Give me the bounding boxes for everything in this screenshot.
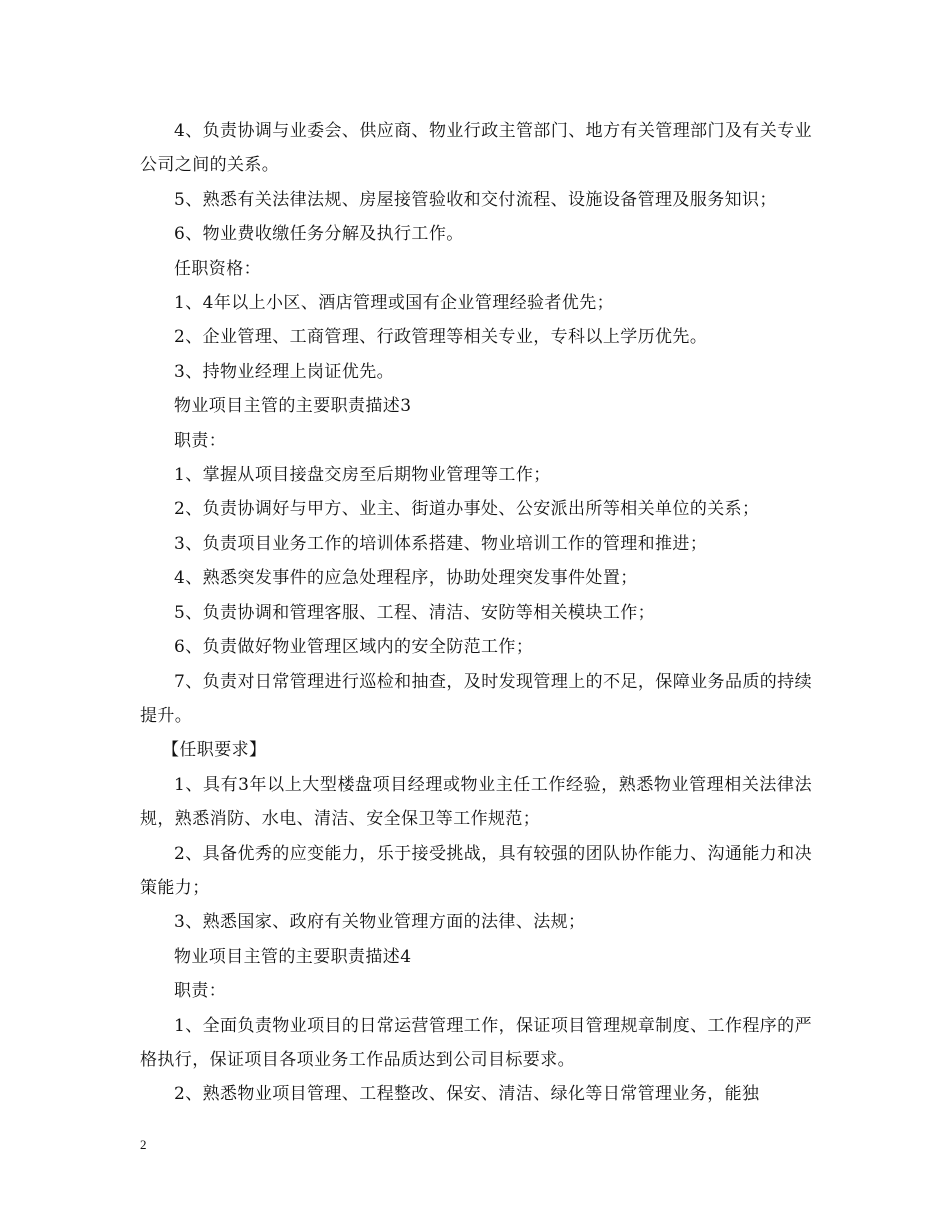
paragraph: 6、负责做好物业管理区域内的安全防范工作； xyxy=(174,637,534,658)
paragraph: 1、掌握从项目接盘交房至后期物业管理等工作； xyxy=(174,465,551,486)
paragraph: 4、熟悉突发事件的应急处理程序，协助处理突发事件处置； xyxy=(174,568,638,589)
paragraph: 3、熟悉国家、政府有关物业管理方面的法律、法规； xyxy=(174,912,586,933)
paragraph: 2、熟悉物业项目管理、工程整改、保安、清洁、绿化等日常管理业务，能独 xyxy=(174,1084,760,1105)
paragraph: 6、物业费收缴任务分解及执行工作。 xyxy=(174,224,464,245)
paragraph: 2、具备优秀的应变能力，乐于接受挑战，具有较强的团队协作能力、沟通能力和决策能力； xyxy=(140,843,812,898)
paragraph: 7、负责对日常管理进行巡检和抽查，及时发现管理上的不足，保障业务品质的持续提升。 xyxy=(140,671,812,726)
section-title: 物业项目主管的主要职责描述3 xyxy=(174,396,412,417)
paragraph: 5、熟悉有关法律法规、房屋接管验收和交付流程、设施设备管理及服务知识； xyxy=(174,189,777,210)
section-title: 物业项目主管的主要职责描述4 xyxy=(174,946,412,967)
page-number: 2 xyxy=(140,1137,147,1152)
paragraph: 2、企业管理、工商管理、行政管理等相关专业，专科以上学历优先。 xyxy=(174,327,708,348)
paragraph: 1、全面负责物业项目的日常运营管理工作，保证项目管理规章制度、工作程序的严格执行，保证项目各项业务工作品质达到公司目标要求。 xyxy=(140,1015,812,1070)
paragraph: 4、负责协调与业委会、供应商、物业行政主管部门、地方有关管理部门及有关专业公司之间的关系。 xyxy=(140,121,812,176)
paragraph: 3、持物业经理上岗证优先。 xyxy=(174,361,395,382)
paragraph: 1、4年以上小区、酒店管理或国有企业管理经验者优先； xyxy=(174,293,615,314)
document-body xyxy=(140,114,812,1112)
paragraph: 2、负责协调好与甲方、业主、街道办事处、公安派出所等相关单位的关系； xyxy=(174,499,760,520)
paragraph: 3、负责项目业务工作的培训体系搭建、物业培训工作的管理和推进； xyxy=(174,533,708,554)
paragraph: 5、负责协调和管理客服、工程、清洁、安防等相关模块工作； xyxy=(174,602,656,623)
section-heading: 职责： xyxy=(174,430,227,451)
section-heading: 【任职要求】 xyxy=(162,740,267,761)
section-heading: 职责： xyxy=(174,981,227,1002)
paragraph: 1、具有3年以上大型楼盘项目经理或物业主任工作经验，熟悉物业管理相关法律法规，熟悉消防、水电、清洁、安全保卫等工作规范； xyxy=(140,774,812,830)
section-heading: 任职资格： xyxy=(174,258,261,279)
